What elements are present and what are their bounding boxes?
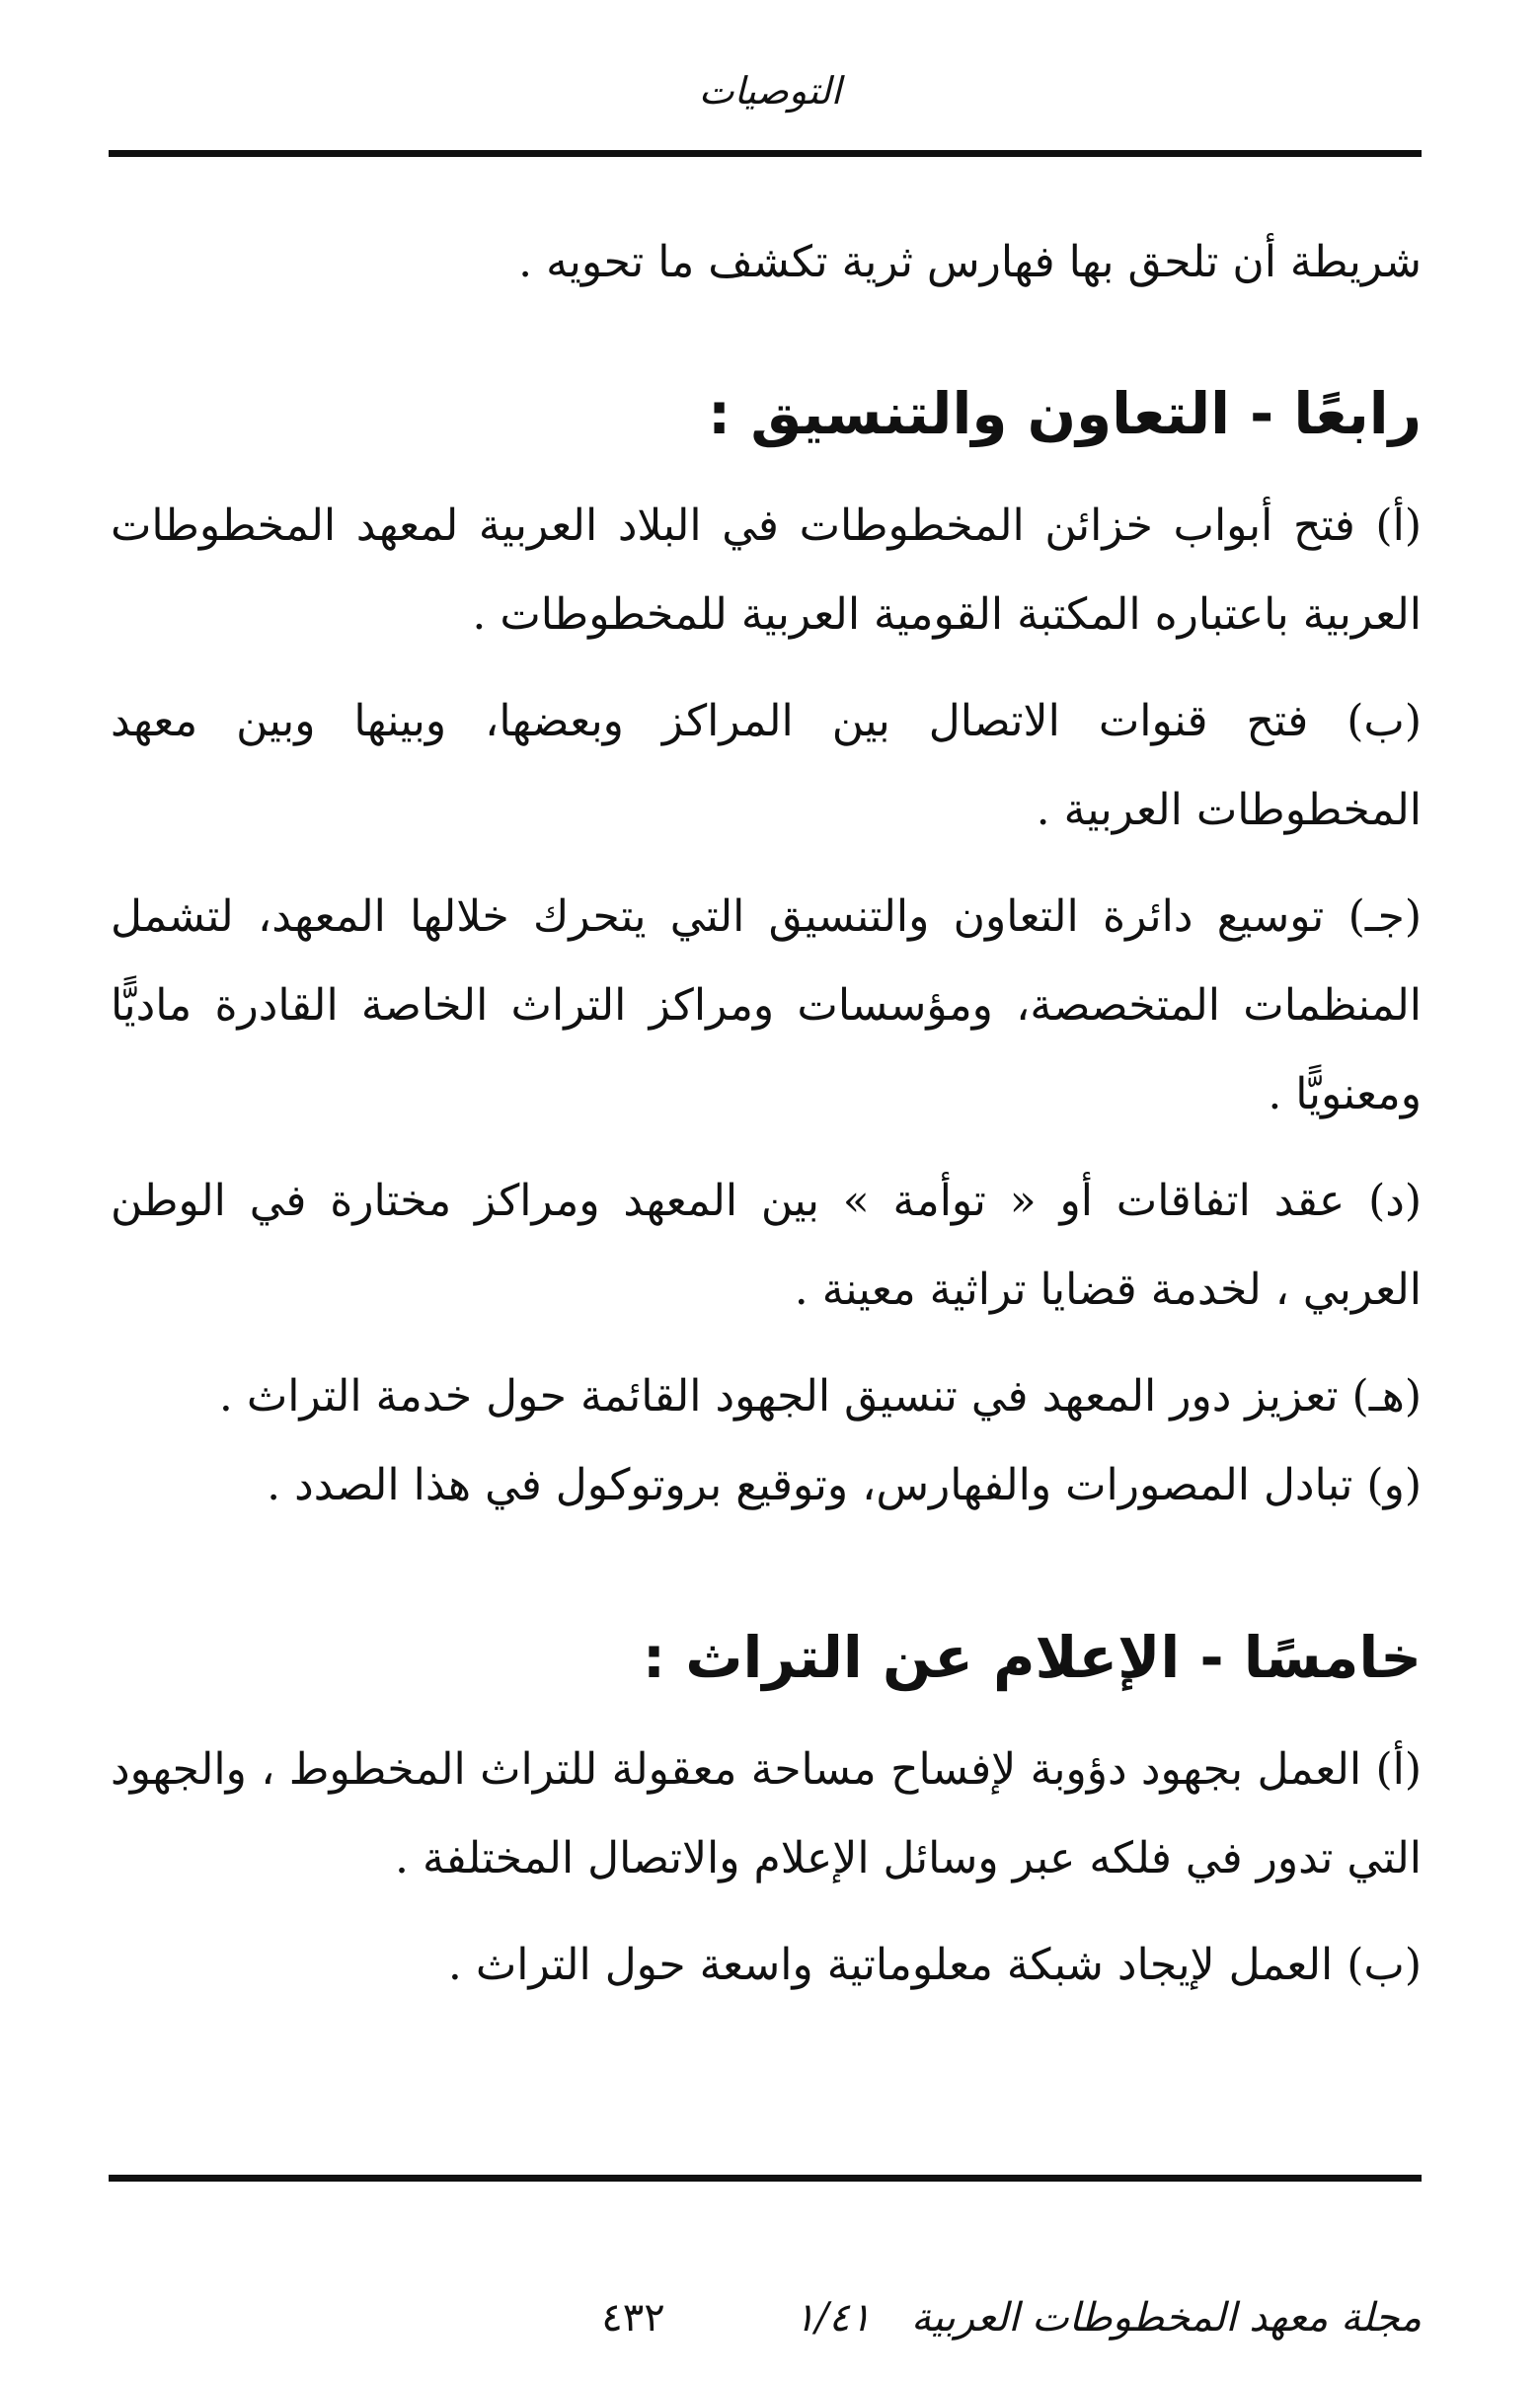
- section-4-item-a: (أ) فتح أبواب خزائن المخطوطات في البلاد العربية لمعهد المخطوطات العربية باعتباره المكتبة القومية العربية للمخطوطات .: [111, 500, 1422, 640]
- journal-volume: ١/٤١: [794, 2295, 872, 2341]
- page-number: ٤٣٢: [601, 2295, 665, 2341]
- running-title: التوصيات: [698, 69, 842, 113]
- page-body: [111, 215, 1422, 2010]
- section-4-item-f: (و) تبادل المصورات والفهارس، وتوقيع بروتوكول في هذا الصدد .: [267, 1460, 1422, 1510]
- header-rule: [109, 150, 1422, 157]
- section-5-heading: خامسًا - الإعلام عن التراث :: [642, 1624, 1422, 1691]
- section-5-item-b: (ب) العمل لإيجاد شبكة معلوماتية واسعة حول التراث .: [447, 1940, 1422, 1990]
- page-footer: [118, 2288, 1422, 2347]
- section-4-item-c: (جـ) توسيع دائرة التعاون والتنسيق التي يتحرك خلالها المعهد، لتشمل المنظمات المتخصصة، ومؤسسات ومراكز التراث الخاصة القادرة ماديًّا ومعنويًّا .: [111, 891, 1422, 1119]
- section-4-item-b: (ب) فتح قنوات الاتصال بين المراكز وبعضها، وبينها وبين معهد المخطوطات العربية .: [111, 696, 1422, 835]
- section-4-heading: رابعًا - التعاون والتنسيق :: [707, 380, 1422, 447]
- section-5-item-a: (أ) العمل بجهود دؤوبة لإفساح مساحة معقولة للتراث المخطوط ، والجهود التي تدور في فلكه عبر وسائل الإعلام والاتصال المختلفة .: [111, 1744, 1422, 1883]
- footer-rule: [109, 2175, 1422, 2182]
- section-4-item-d: (د) عقد اتفاقات أو « توأمة » بين المعهد ومراكز مختارة في الوطن العربي ، لخدمة قضايا تراثية معينة .: [111, 1176, 1422, 1315]
- section-4-item-e: (هـ) تعزيز دور المعهد في تنسيق الجهود القائمة حول خدمة التراث .: [218, 1371, 1422, 1421]
- intro-line: شريطة أن تلحق بها فهارس ثرية تكشف ما تحويه .: [518, 237, 1422, 287]
- journal-name: مجلة معهد المخطوطات العربية: [911, 2295, 1422, 2341]
